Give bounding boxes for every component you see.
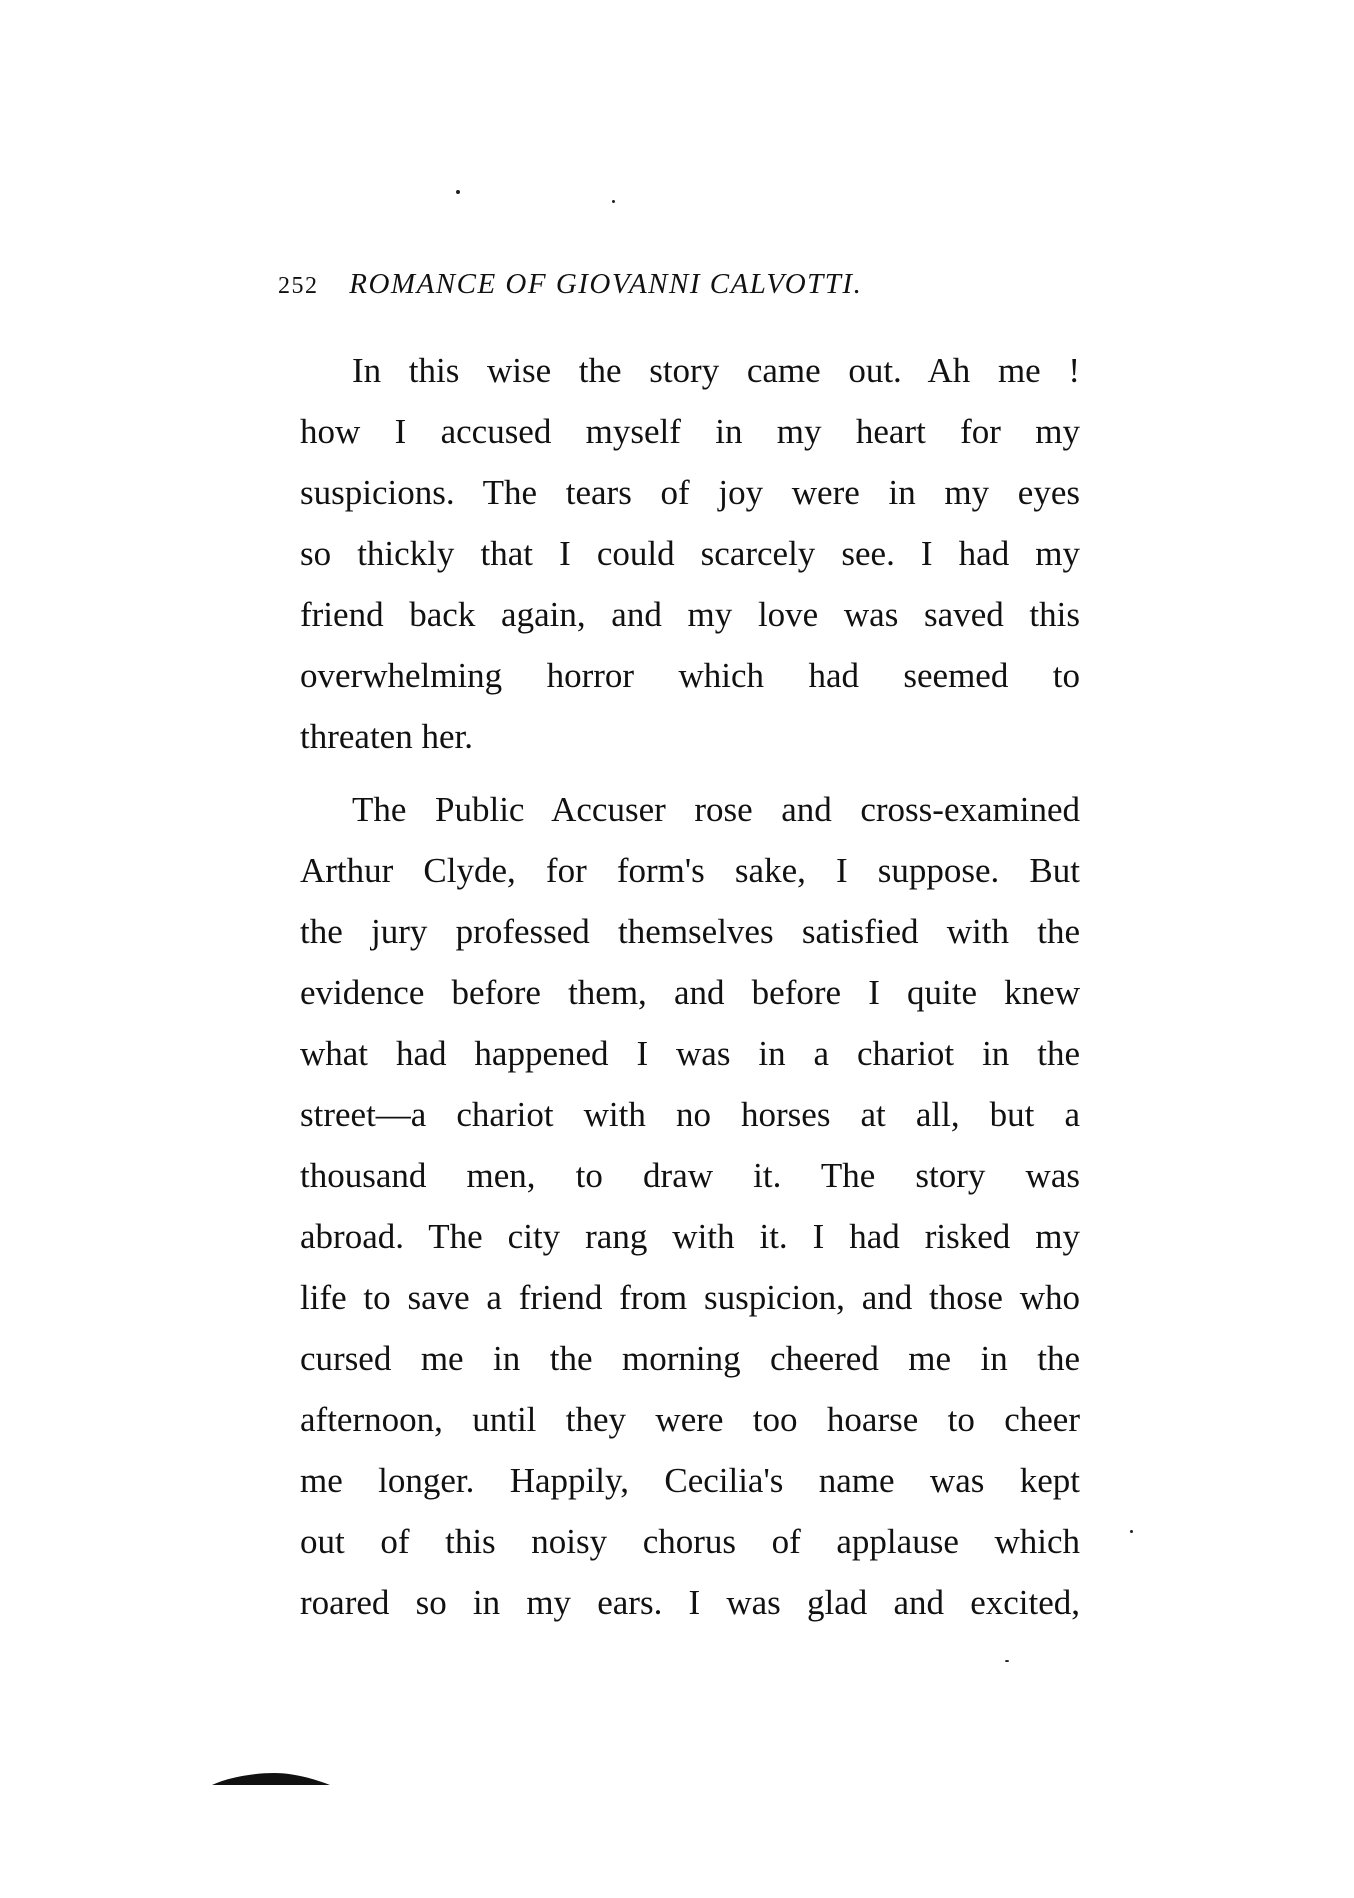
page-number: 252 bbox=[278, 273, 319, 299]
text-line: Arthur Clyde, for form's sake, I suppose. But bbox=[300, 851, 1080, 890]
text-line: the jury professed themselves satisfied with the bbox=[300, 912, 1080, 951]
text-line: how I accused myself in my heart for my bbox=[300, 412, 1080, 451]
text-line: The Public Accuser rose and cross-examined bbox=[352, 790, 1080, 829]
text-line: thousand men, to draw it. The story was bbox=[300, 1156, 1080, 1195]
body-text bbox=[300, 340, 1080, 1633]
paragraph bbox=[300, 340, 1080, 767]
text-line: out of this noisy chorus of applause which bbox=[300, 1522, 1080, 1561]
text-line: threaten her. bbox=[300, 717, 473, 756]
scan-speck bbox=[1130, 1530, 1133, 1533]
scan-speck bbox=[456, 190, 460, 194]
scan-speck bbox=[1005, 1660, 1009, 1662]
text-line: so thickly that I could scarcely see. I had my bbox=[300, 534, 1080, 573]
text-line: cursed me in the morning cheered me in the bbox=[300, 1339, 1080, 1378]
text-line: friend back again, and my love was saved this bbox=[300, 595, 1080, 634]
text-line: evidence before them, and before I quite knew bbox=[300, 973, 1080, 1012]
text-line: roared so in my ears. I was glad and excited, bbox=[300, 1583, 1080, 1622]
text-line: me longer. Happily, Cecilia's name was kept bbox=[300, 1461, 1080, 1500]
text-line: life to save a friend from suspicion, and those who bbox=[300, 1278, 1080, 1317]
text-line: abroad. The city rang with it. I had risked my bbox=[300, 1217, 1080, 1256]
ink-smudge-mark bbox=[212, 1772, 330, 1786]
scan-speck bbox=[612, 200, 615, 203]
text-line: afternoon, until they were too hoarse to cheer bbox=[300, 1400, 1080, 1439]
text-line: street—a chariot with no horses at all, but a bbox=[300, 1095, 1080, 1134]
text-line: In this wise the story came out. Ah me ! bbox=[352, 351, 1080, 390]
paragraph-gap bbox=[300, 767, 1080, 779]
text-line: what had happened I was in a chariot in the bbox=[300, 1034, 1080, 1073]
book-title: ROMANCE OF GIOVANNI CALVOTTI. bbox=[349, 268, 863, 300]
paragraph bbox=[300, 779, 1080, 1633]
text-line: suspicions. The tears of joy were in my eyes bbox=[300, 473, 1080, 512]
text-line: overwhelming horror which had seemed to bbox=[300, 656, 1080, 695]
running-head bbox=[278, 268, 1078, 301]
